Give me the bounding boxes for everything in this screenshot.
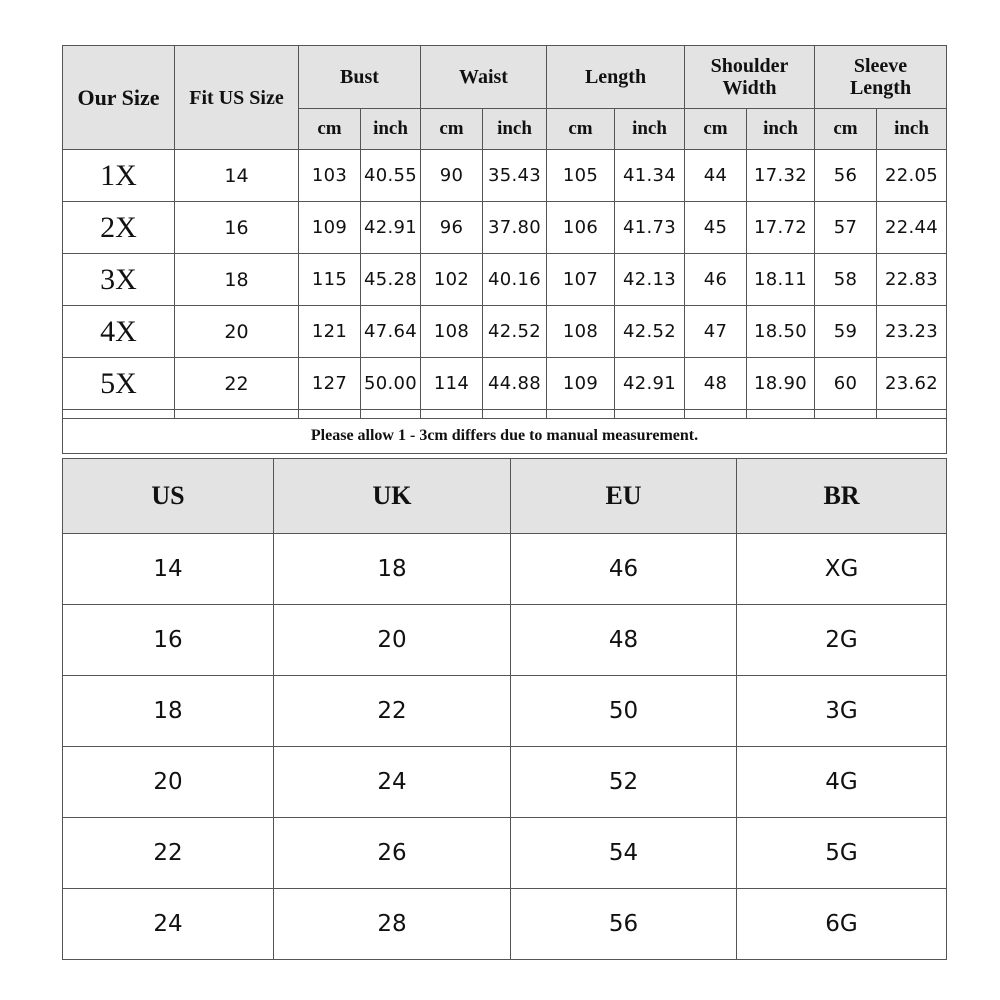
unit-inch: inch	[877, 109, 947, 150]
shoulder-cm-cell: 48	[685, 358, 747, 410]
our-size-cell: 2X	[63, 202, 175, 254]
fit-us-size-cell: 20	[175, 306, 299, 358]
bust-cm-cell: 121	[299, 306, 361, 358]
waist-in-cell: 40.16	[483, 254, 547, 306]
waist-cm-cell: 108	[421, 306, 483, 358]
header-shoulder-width	[685, 46, 815, 109]
header-uk: UK	[274, 459, 511, 534]
uk-cell: 24	[274, 747, 511, 818]
spacer-cell	[299, 410, 361, 419]
fit-us-size-cell: 16	[175, 202, 299, 254]
us-cell: 22	[63, 818, 274, 889]
bust-in-cell: 42.91	[361, 202, 421, 254]
conversion-body	[63, 534, 947, 960]
our-size-cell: 3X	[63, 254, 175, 306]
spacer-cell	[361, 410, 421, 419]
waist-cm-cell: 96	[421, 202, 483, 254]
waist-in-cell: 44.88	[483, 358, 547, 410]
sleeve-in-cell: 22.44	[877, 202, 947, 254]
our-size-cell: 4X	[63, 306, 175, 358]
br-cell: 5G	[737, 818, 947, 889]
size-chart-note-row	[63, 419, 947, 454]
uk-cell: 26	[274, 818, 511, 889]
length-in-cell: 42.13	[615, 254, 685, 306]
our-size-cell: 5X	[63, 358, 175, 410]
fit-us-size-cell: 18	[175, 254, 299, 306]
waist-in-cell: 42.52	[483, 306, 547, 358]
br-cell: 4G	[737, 747, 947, 818]
header-sleeve-line1: Sleeve	[853, 55, 908, 77]
header-shoulder-line2: Width	[722, 77, 777, 99]
us-cell: 18	[63, 676, 274, 747]
spacer-row	[63, 410, 947, 419]
us-cell: 14	[63, 534, 274, 605]
unit-cm: cm	[547, 109, 615, 150]
spacer-cell	[175, 410, 299, 419]
shoulder-cm-cell: 46	[685, 254, 747, 306]
length-in-cell: 42.52	[615, 306, 685, 358]
eu-cell: 48	[511, 605, 737, 676]
sleeve-in-cell: 23.23	[877, 306, 947, 358]
br-cell: 2G	[737, 605, 947, 676]
us-cell: 16	[63, 605, 274, 676]
spacer-cell	[547, 410, 615, 419]
header-waist: Waist	[421, 46, 547, 109]
eu-cell: 46	[511, 534, 737, 605]
shoulder-cm-cell: 45	[685, 202, 747, 254]
bust-in-cell: 50.00	[361, 358, 421, 410]
bust-in-cell: 40.55	[361, 150, 421, 202]
conversion-header-row	[63, 459, 947, 534]
sleeve-cm-cell: 60	[815, 358, 877, 410]
waist-cm-cell: 90	[421, 150, 483, 202]
sleeve-cm-cell: 59	[815, 306, 877, 358]
unit-cm: cm	[815, 109, 877, 150]
br-cell: 3G	[737, 676, 947, 747]
conversion-row	[63, 676, 947, 747]
header-eu: EU	[511, 459, 737, 534]
sleeve-cm-cell: 56	[815, 150, 877, 202]
shoulder-in-cell: 17.32	[747, 150, 815, 202]
length-cm-cell: 106	[547, 202, 615, 254]
measurement-note: Please allow 1 - 3cm differs due to manual measurement.	[63, 419, 947, 454]
header-shoulder-line1: Shoulder	[710, 55, 789, 77]
conversion-row	[63, 889, 947, 960]
header-sleeve-line2: Length	[849, 77, 912, 99]
shoulder-in-cell: 17.72	[747, 202, 815, 254]
us-cell: 20	[63, 747, 274, 818]
length-in-cell: 41.34	[615, 150, 685, 202]
spacer-cell	[483, 410, 547, 419]
size-chart-body	[63, 150, 947, 419]
spacer-cell	[685, 410, 747, 419]
size-row	[63, 150, 947, 202]
spacer-cell	[877, 410, 947, 419]
header-br: BR	[737, 459, 947, 534]
sleeve-cm-cell: 58	[815, 254, 877, 306]
size-row	[63, 358, 947, 410]
eu-cell: 54	[511, 818, 737, 889]
br-cell: XG	[737, 534, 947, 605]
unit-cm: cm	[421, 109, 483, 150]
size-chart-table	[62, 45, 947, 454]
eu-cell: 52	[511, 747, 737, 818]
shoulder-cm-cell: 44	[685, 150, 747, 202]
length-cm-cell: 109	[547, 358, 615, 410]
spacer-cell	[747, 410, 815, 419]
br-cell: 6G	[737, 889, 947, 960]
shoulder-cm-cell: 47	[685, 306, 747, 358]
length-cm-cell: 105	[547, 150, 615, 202]
sleeve-cm-cell: 57	[815, 202, 877, 254]
length-in-cell: 41.73	[615, 202, 685, 254]
eu-cell: 50	[511, 676, 737, 747]
waist-in-cell: 37.80	[483, 202, 547, 254]
header-our-size: Our Size	[63, 46, 175, 150]
shoulder-in-cell: 18.90	[747, 358, 815, 410]
unit-inch: inch	[483, 109, 547, 150]
length-cm-cell: 108	[547, 306, 615, 358]
bust-cm-cell: 115	[299, 254, 361, 306]
size-row	[63, 254, 947, 306]
unit-inch: inch	[361, 109, 421, 150]
unit-inch: inch	[747, 109, 815, 150]
uk-cell: 28	[274, 889, 511, 960]
uk-cell: 18	[274, 534, 511, 605]
fit-us-size-cell: 14	[175, 150, 299, 202]
uk-cell: 22	[274, 676, 511, 747]
spacer-cell	[63, 410, 175, 419]
conversion-row	[63, 534, 947, 605]
shoulder-in-cell: 18.11	[747, 254, 815, 306]
length-cm-cell: 107	[547, 254, 615, 306]
fit-us-size-cell: 22	[175, 358, 299, 410]
bust-in-cell: 45.28	[361, 254, 421, 306]
size-conversion-table	[62, 458, 947, 960]
uk-cell: 20	[274, 605, 511, 676]
conversion-row	[63, 747, 947, 818]
bust-in-cell: 47.64	[361, 306, 421, 358]
spacer-cell	[615, 410, 685, 419]
header-us: US	[63, 459, 274, 534]
conversion-row	[63, 818, 947, 889]
waist-cm-cell: 102	[421, 254, 483, 306]
eu-cell: 56	[511, 889, 737, 960]
conversion-row	[63, 605, 947, 676]
sleeve-in-cell: 22.83	[877, 254, 947, 306]
length-in-cell: 42.91	[615, 358, 685, 410]
size-chart-header-row	[63, 46, 947, 109]
spacer-cell	[421, 410, 483, 419]
size-row	[63, 202, 947, 254]
bust-cm-cell: 109	[299, 202, 361, 254]
size-row	[63, 306, 947, 358]
bust-cm-cell: 127	[299, 358, 361, 410]
spacer-cell	[815, 410, 877, 419]
header-length: Length	[547, 46, 685, 109]
unit-inch: inch	[615, 109, 685, 150]
our-size-cell: 1X	[63, 150, 175, 202]
waist-cm-cell: 114	[421, 358, 483, 410]
us-cell: 24	[63, 889, 274, 960]
unit-cm: cm	[299, 109, 361, 150]
unit-cm: cm	[685, 109, 747, 150]
sleeve-in-cell: 23.62	[877, 358, 947, 410]
shoulder-in-cell: 18.50	[747, 306, 815, 358]
header-sleeve-length	[815, 46, 947, 109]
waist-in-cell: 35.43	[483, 150, 547, 202]
sleeve-in-cell: 22.05	[877, 150, 947, 202]
header-fit-us-size: Fit US Size	[175, 46, 299, 150]
bust-cm-cell: 103	[299, 150, 361, 202]
header-bust: Bust	[299, 46, 421, 109]
